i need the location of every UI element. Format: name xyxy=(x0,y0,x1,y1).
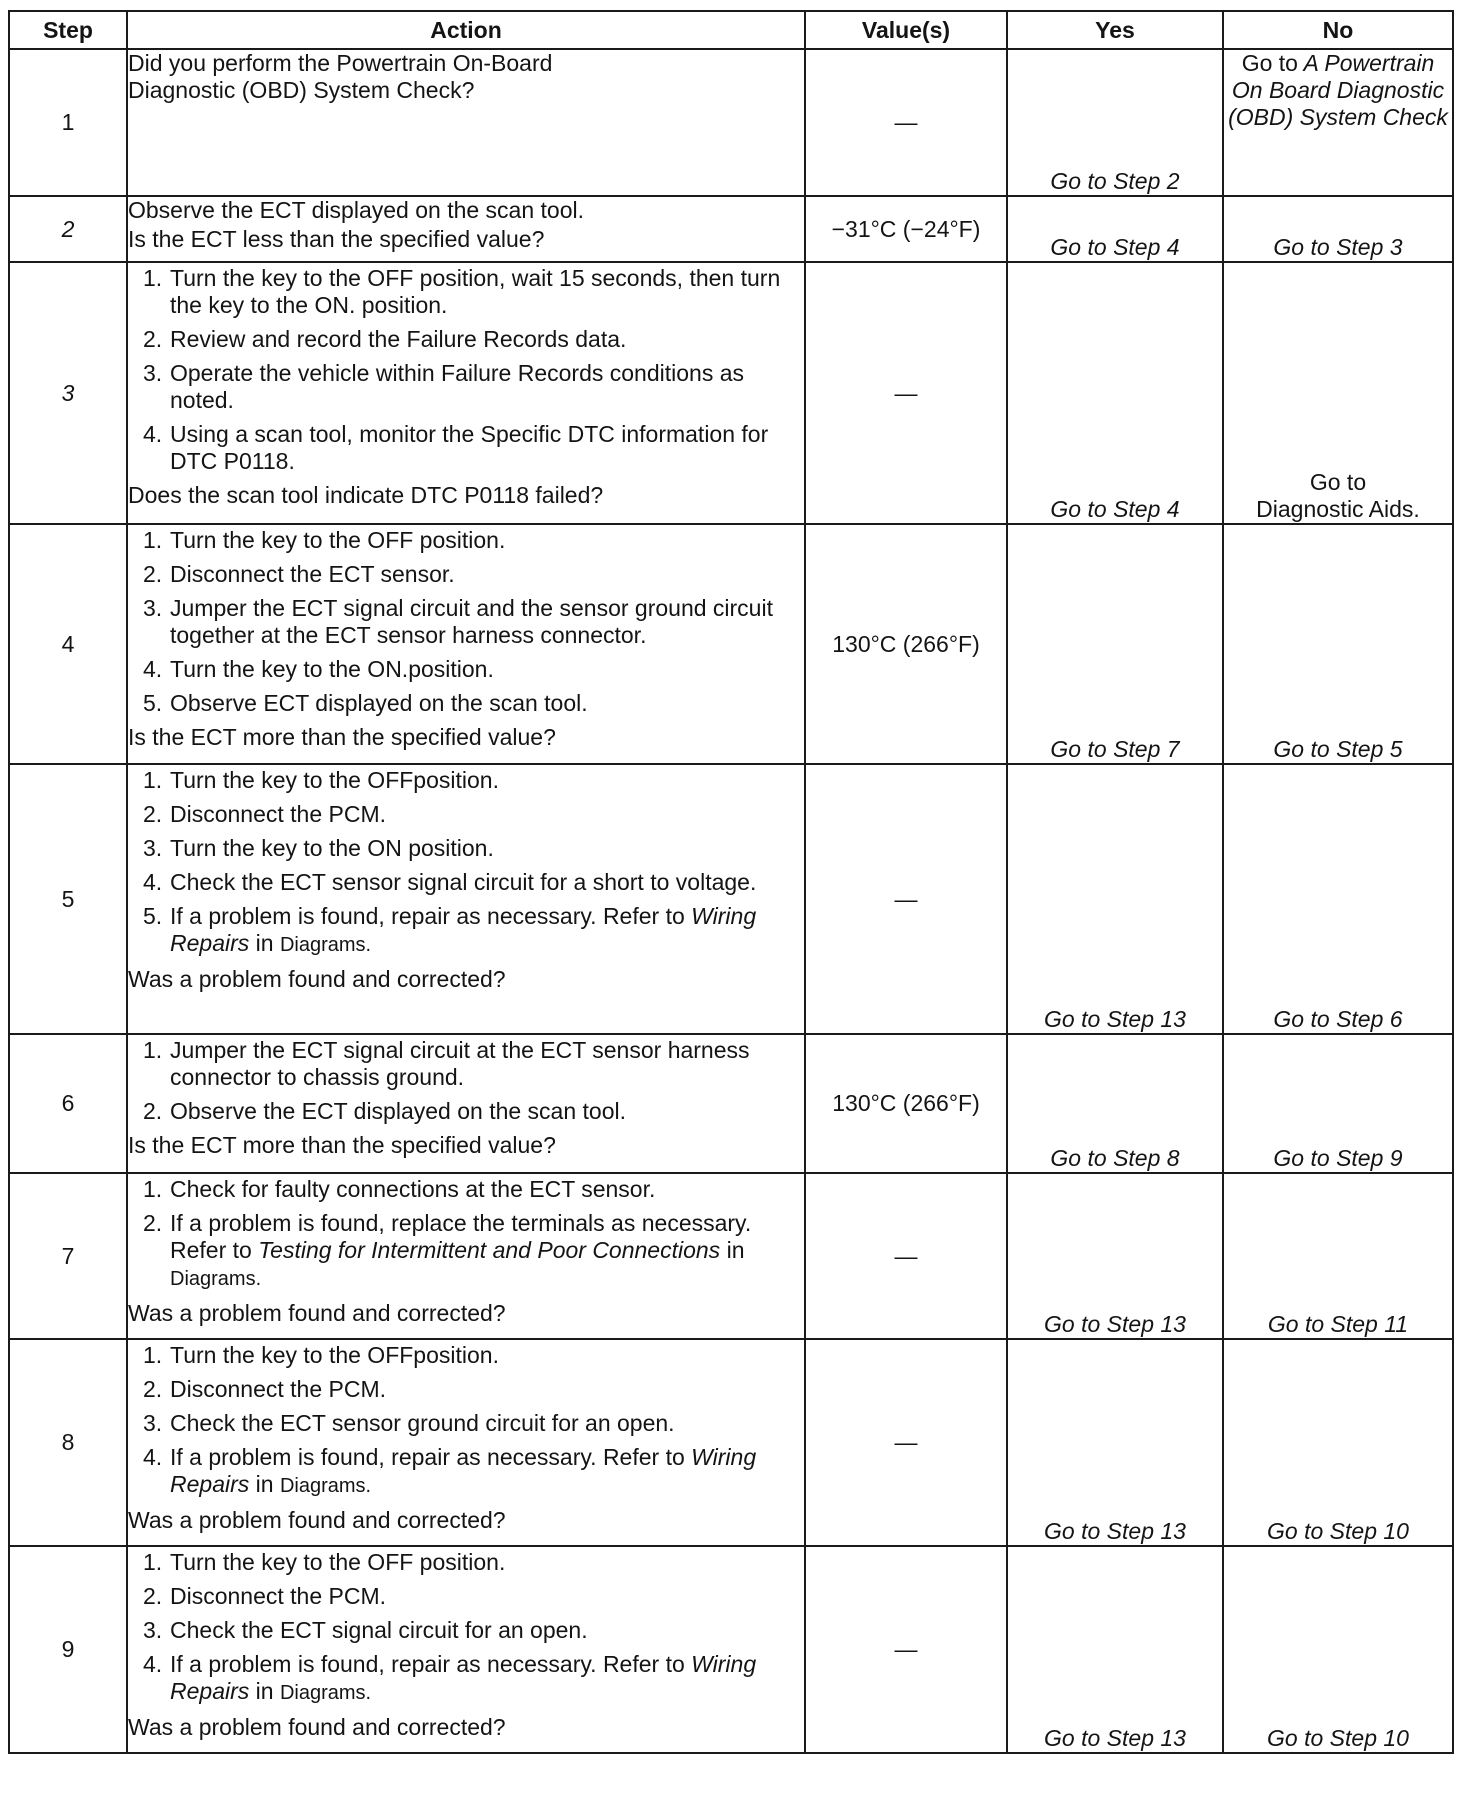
column-header-step: Step xyxy=(9,11,127,49)
substep: Using a scan tool, monitor the Specific DTC information for DTC P0118. xyxy=(170,421,769,474)
reference-text: If a problem is found, replace the terminals as necessary. Refer to xyxy=(170,1210,752,1263)
step-number: 5 xyxy=(9,764,127,1034)
reference-suffix: Diagrams. xyxy=(279,1475,372,1497)
no-link[interactable]: Go to Step 3 xyxy=(1273,234,1403,260)
substep: Jumper the ECT signal circuit at the ECT sensor harness connector to chassis ground. xyxy=(170,1037,750,1090)
action-question: Was a problem found and corrected? xyxy=(128,966,506,992)
substep: Operate the vehicle within Failure Records conditions as noted. xyxy=(170,360,745,413)
value-cell xyxy=(805,1339,1007,1546)
step-number: 4 xyxy=(9,524,127,764)
reference-suffix: Diagrams. xyxy=(170,1268,262,1290)
value-text: 130°C (266°F) xyxy=(832,1090,980,1116)
yes-link[interactable]: Go to Step 2 xyxy=(1050,168,1180,194)
no-link-title[interactable]: A Powertrain On Board Diagnostic (OBD) System Check xyxy=(1228,50,1448,130)
yes-cell xyxy=(1007,764,1223,1034)
yes-cell xyxy=(1007,1173,1223,1339)
reference-in: in xyxy=(255,930,274,956)
table-header xyxy=(9,11,1453,49)
substep: Disconnect the PCM. xyxy=(170,801,387,827)
no-cell xyxy=(1223,524,1453,764)
substep-reference xyxy=(170,1444,804,1500)
step-number: 2 xyxy=(9,196,127,262)
table-row-step-3 xyxy=(9,262,1453,524)
table-row-step-8 xyxy=(9,1339,1453,1546)
no-link[interactable]: Go to Step 10 xyxy=(1267,1725,1409,1751)
value-cell xyxy=(805,764,1007,1034)
no-cell xyxy=(1223,1173,1453,1339)
substep: Check the ECT sensor ground circuit for an open. xyxy=(170,1410,675,1436)
yes-cell xyxy=(1007,49,1223,196)
action-question: Is the ECT more than the specified value? xyxy=(128,1132,556,1158)
reference-in: in xyxy=(255,1678,274,1704)
substep: Disconnect the PCM. xyxy=(170,1583,387,1609)
action-cell xyxy=(127,1546,805,1753)
yes-link[interactable]: Go to Step 4 xyxy=(1050,496,1180,522)
action-cell xyxy=(127,1339,805,1546)
no-cell xyxy=(1223,764,1453,1034)
reference-text: If a problem is found, repair as necessary. Refer to xyxy=(170,1651,685,1677)
column-header-action: Action xyxy=(127,11,805,49)
substep-list xyxy=(128,1342,804,1500)
substep: Check the ECT sensor signal circuit for a short to voltage. xyxy=(170,869,757,895)
substep: Turn the key to the ON position. xyxy=(170,835,494,861)
action-cell xyxy=(127,196,805,262)
table-body xyxy=(9,49,1453,1753)
substep-list xyxy=(128,265,804,475)
value-cell xyxy=(805,262,1007,524)
substep-list xyxy=(128,1549,804,1707)
substep-reference xyxy=(170,1651,804,1707)
substep: Disconnect the PCM. xyxy=(170,1376,387,1402)
table-row-step-4 xyxy=(9,524,1453,764)
value-text: — xyxy=(894,379,918,406)
value-text: −31°C (−24°F) xyxy=(831,215,981,242)
reference-link[interactable]: Testing for Intermittent and Poor Connections xyxy=(258,1237,721,1263)
substep: Observe ECT displayed on the scan tool. xyxy=(170,690,588,716)
value-text: 130°C (266°F) xyxy=(832,630,980,657)
value-text: — xyxy=(894,1242,918,1269)
value-cell xyxy=(805,1034,1007,1173)
action-text: Did you perform the Powertrain On-Board Diagnostic (OBD) System Check? xyxy=(128,50,553,103)
substep: Review and record the Failure Records data. xyxy=(170,326,627,352)
value-text: — xyxy=(894,1429,918,1455)
substep-list xyxy=(128,767,804,959)
yes-link[interactable]: Go to Step 4 xyxy=(1050,234,1180,260)
no-link[interactable]: Go to Step 11 xyxy=(1267,1311,1409,1337)
action-cell xyxy=(127,49,805,196)
action-cell xyxy=(127,262,805,524)
step-number: 3 xyxy=(9,262,127,524)
no-link-prefix[interactable]: Go to xyxy=(1309,469,1367,495)
substep: Check for faulty connections at the ECT sensor. xyxy=(170,1176,656,1202)
reference-text: If a problem is found, repair as necessary. Refer to xyxy=(170,1444,685,1470)
substep: Turn the key to the OFFposition. xyxy=(170,1342,499,1368)
column-header-values: Value(s) xyxy=(805,11,1007,49)
no-cell xyxy=(1223,262,1453,524)
yes-link[interactable]: Go to Step 13 xyxy=(1044,1725,1186,1751)
value-cell xyxy=(805,196,1007,262)
action-cell xyxy=(127,524,805,764)
substep: Turn the key to the OFF position. xyxy=(170,527,506,553)
no-link[interactable]: Go to Step 9 xyxy=(1273,1145,1403,1171)
table-row-step-6 xyxy=(9,1034,1453,1173)
column-header-yes: Yes xyxy=(1007,11,1223,49)
table-row-step-2 xyxy=(9,196,1453,262)
substep-list xyxy=(128,1037,804,1125)
reference-in: in xyxy=(255,1471,274,1497)
reference-suffix: Diagrams. xyxy=(279,934,372,956)
no-link-prefix[interactable]: Go to xyxy=(1241,50,1298,76)
no-cell xyxy=(1223,49,1453,196)
action-question: Is the ECT less than the specified value? xyxy=(128,226,545,252)
value-cell xyxy=(805,49,1007,196)
no-link-title[interactable]: Diagnostic Aids. xyxy=(1256,496,1420,522)
yes-cell xyxy=(1007,1546,1223,1753)
no-link[interactable]: Go to Step 5 xyxy=(1273,736,1403,762)
no-cell xyxy=(1223,196,1453,262)
column-header-no: No xyxy=(1223,11,1453,49)
header-row xyxy=(9,11,1453,49)
substep-reference xyxy=(170,903,804,959)
table-row-step-5 xyxy=(9,764,1453,1034)
yes-link[interactable]: Go to Step 13 xyxy=(1044,1006,1186,1032)
no-cell xyxy=(1223,1034,1453,1173)
action-question: Is the ECT more than the specified value? xyxy=(128,724,556,750)
reference-link[interactable]: Wiring Repairs xyxy=(170,1651,757,1704)
yes-link[interactable]: Go to Step 8 xyxy=(1050,1145,1180,1171)
yes-link[interactable]: Go to Step 13 xyxy=(1044,1311,1186,1337)
substep: Check the ECT signal circuit for an open. xyxy=(170,1617,588,1643)
action-cell xyxy=(127,1173,805,1339)
step-number: 6 xyxy=(9,1034,127,1173)
yes-cell xyxy=(1007,196,1223,262)
action-question: Was a problem found and corrected? xyxy=(128,1714,506,1740)
table-row-step-9 xyxy=(9,1546,1453,1753)
step-number: 9 xyxy=(9,1546,127,1753)
yes-cell xyxy=(1007,1339,1223,1546)
action-cell xyxy=(127,1034,805,1173)
action-question: Was a problem found and corrected? xyxy=(128,1507,506,1533)
yes-link[interactable]: Go to Step 7 xyxy=(1050,736,1180,762)
yes-cell xyxy=(1007,262,1223,524)
reference-text: If a problem is found, repair as necessary. Refer to xyxy=(170,903,685,929)
reference-in: in xyxy=(726,1237,745,1263)
yes-link[interactable]: Go to Step 13 xyxy=(1044,1518,1186,1544)
value-cell xyxy=(805,1173,1007,1339)
action-text: Observe the ECT displayed on the scan tool. xyxy=(128,197,585,223)
value-cell xyxy=(805,1546,1007,1753)
yes-cell xyxy=(1007,524,1223,764)
step-number: 1 xyxy=(9,49,127,196)
substep-list xyxy=(128,1176,804,1293)
substep: Turn the key to the ON.position. xyxy=(170,656,494,682)
substep: Turn the key to the OFF position, wait 15 seconds, then turn the key to the ON. position. xyxy=(170,265,781,318)
substep-list xyxy=(128,527,804,717)
no-link[interactable]: Go to Step 10 xyxy=(1267,1518,1409,1544)
no-cell xyxy=(1223,1546,1453,1753)
substep: Observe the ECT displayed on the scan tool. xyxy=(170,1098,627,1124)
diagnostic-table xyxy=(8,10,1454,1754)
step-number: 8 xyxy=(9,1339,127,1546)
substep: Turn the key to the OFFposition. xyxy=(170,767,499,793)
value-text: — xyxy=(894,109,918,135)
value-cell xyxy=(805,524,1007,764)
reference-link[interactable]: Wiring Repairs xyxy=(170,903,757,956)
action-question: Was a problem found and corrected? xyxy=(128,1300,506,1326)
substep: Turn the key to the OFF position. xyxy=(170,1549,506,1575)
action-cell xyxy=(127,764,805,1034)
step-number: 7 xyxy=(9,1173,127,1339)
action-question: Does the scan tool indicate DTC P0118 failed? xyxy=(128,482,604,508)
no-link[interactable]: Go to Step 6 xyxy=(1273,1006,1403,1032)
no-cell xyxy=(1223,1339,1453,1546)
substep: Jumper the ECT signal circuit and the sensor ground circuit together at the ECT sensor harness connector. xyxy=(170,595,773,648)
table-row-step-1 xyxy=(9,49,1453,196)
table-row-step-7 xyxy=(9,1173,1453,1339)
value-text: — xyxy=(894,885,918,912)
yes-cell xyxy=(1007,1034,1223,1173)
substep: Disconnect the ECT sensor. xyxy=(170,561,455,587)
reference-link[interactable]: Wiring Repairs xyxy=(170,1444,757,1497)
value-text: — xyxy=(894,1636,918,1662)
substep-reference xyxy=(170,1210,804,1293)
reference-suffix: Diagrams. xyxy=(279,1682,372,1704)
